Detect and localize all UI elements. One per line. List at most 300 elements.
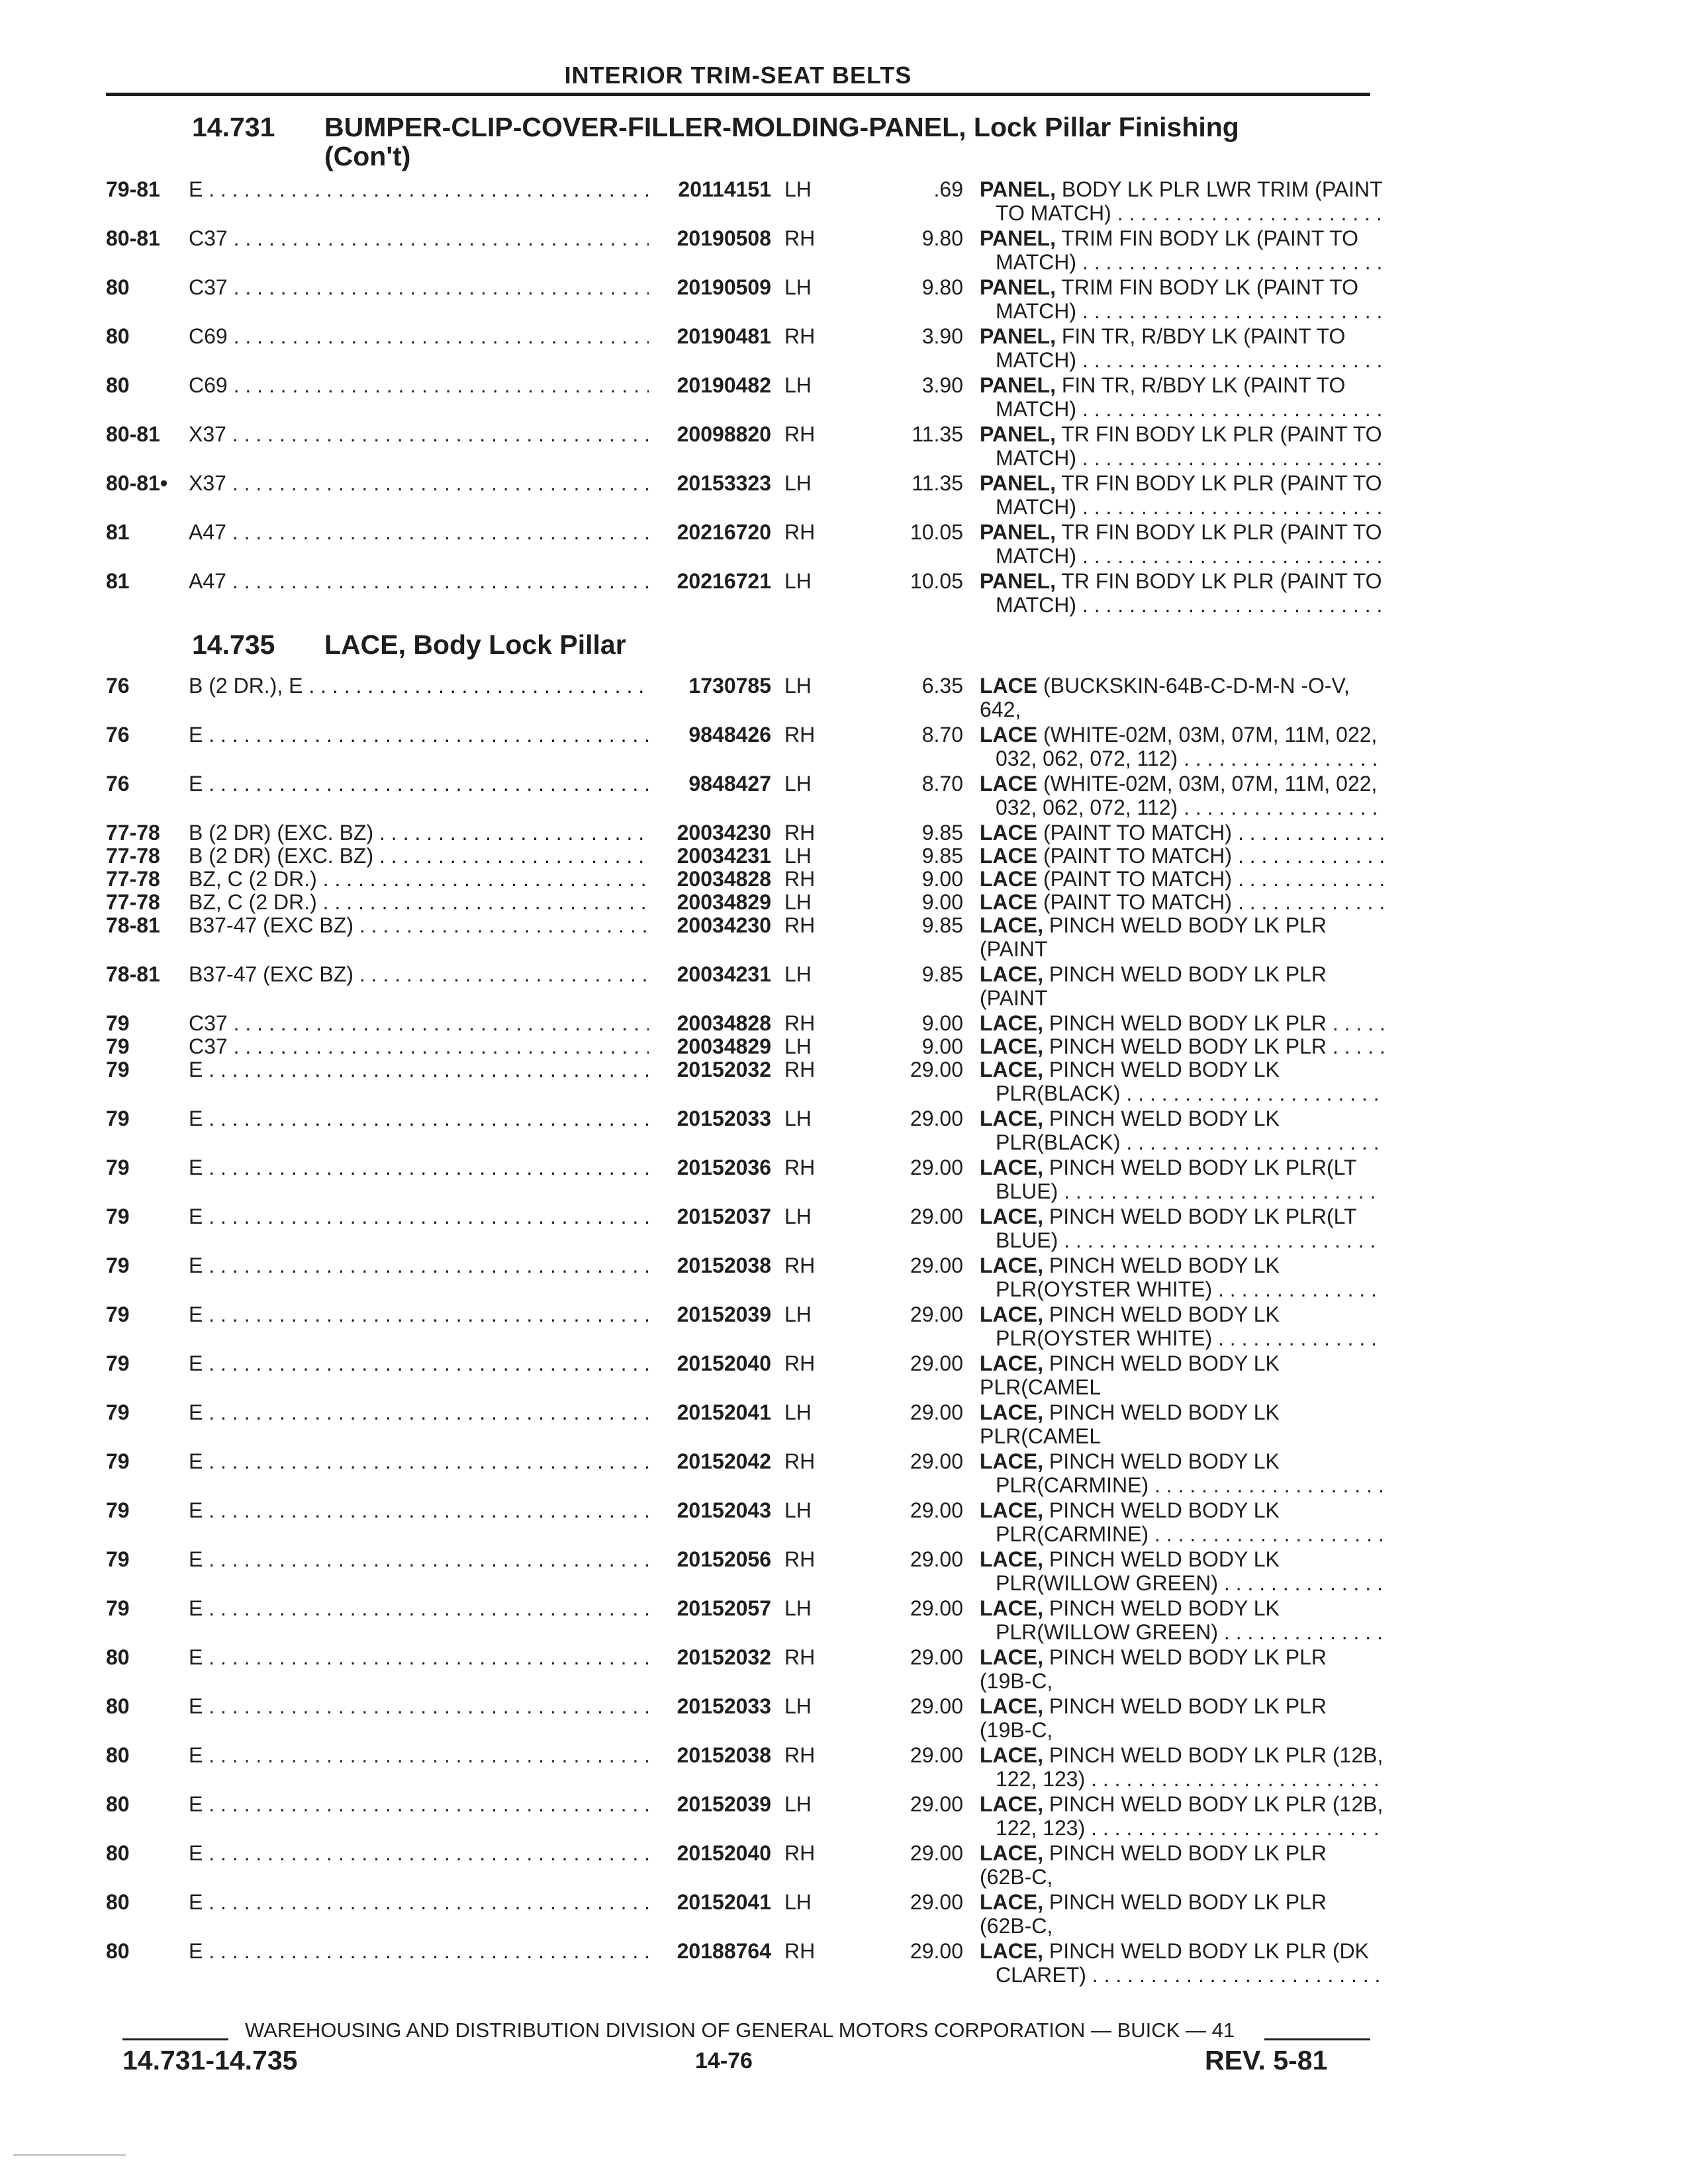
- side: RH: [784, 520, 816, 544]
- model-year: 76: [106, 772, 130, 796]
- price: 29.00: [910, 1645, 963, 1669]
- side: LH: [784, 373, 812, 397]
- model-year: 79: [106, 1351, 130, 1375]
- desc-line-2: PLR(BLACK): [996, 1081, 1121, 1105]
- desc-lead: PANEL,: [980, 177, 1056, 201]
- desc-line-2: MATCH): [996, 446, 1077, 470]
- part-number: 20152038: [677, 1743, 771, 1767]
- model-code: B37-47 (EXC BZ) . . .: [189, 913, 649, 937]
- model-code: C69 . . .: [189, 324, 649, 348]
- desc-lead: LACE: [980, 844, 1038, 868]
- price: 8.70: [921, 772, 963, 796]
- desc-line-1: TR FIN BODY LK PLR (PAINT TO: [1061, 520, 1382, 544]
- part-number: 20152039: [677, 1792, 771, 1816]
- table-row: [106, 1449, 1383, 1497]
- desc-line-1: PINCH WELD BODY LK: [1049, 1302, 1280, 1326]
- model-year: 81: [106, 520, 130, 544]
- desc-line-1: PINCH WELD BODY LK: [1049, 1253, 1280, 1277]
- model-year: 80: [106, 275, 130, 299]
- table-row: [106, 1841, 1383, 1889]
- price: .69: [933, 177, 963, 201]
- part-number: 20152036: [677, 1156, 771, 1179]
- model-year: 79: [106, 1449, 130, 1473]
- model-year: 80: [106, 1645, 130, 1669]
- model-code: E . . .: [189, 1645, 649, 1669]
- side: RH: [784, 1011, 816, 1035]
- desc-lead: LACE: [980, 674, 1038, 698]
- table-row: [106, 1939, 1383, 1987]
- desc-line-1: PINCH WELD BODY LK PLR: [1049, 1034, 1327, 1058]
- part-number: 20034231: [677, 844, 771, 868]
- desc-lead: PANEL,: [980, 275, 1056, 299]
- desc-lead: LACE,: [980, 1205, 1043, 1228]
- model-code: E . . .: [189, 1400, 649, 1424]
- table-row: [106, 1498, 1383, 1546]
- part-description: [980, 324, 1383, 372]
- part-description: [980, 1205, 1383, 1252]
- model-code: B37-47 (EXC BZ) . . .: [189, 962, 649, 986]
- table-row: [106, 422, 1383, 470]
- side: RH: [784, 226, 816, 250]
- model-year: 79: [106, 1205, 130, 1228]
- side: RH: [784, 1058, 816, 1081]
- part-description: [980, 913, 1383, 961]
- model-code: E . . .: [189, 1351, 649, 1375]
- side: LH: [784, 1596, 812, 1620]
- side: LH: [784, 844, 812, 868]
- model-year: 79: [106, 1107, 130, 1130]
- model-year: 80-81•: [106, 471, 168, 495]
- model-year: 79: [106, 1400, 130, 1424]
- part-description: [980, 723, 1383, 770]
- price: 29.00: [910, 1058, 963, 1081]
- model-year: 80: [106, 1694, 130, 1718]
- part-number: 20034230: [677, 821, 771, 844]
- part-number: 20216720: [677, 520, 771, 544]
- desc-line-2: BLUE): [996, 1179, 1058, 1203]
- desc-lead: LACE,: [980, 1449, 1043, 1473]
- part-description: [980, 1890, 1383, 1938]
- desc-line-1: (PAINT TO MATCH): [1043, 890, 1233, 914]
- desc-line-2: PLR(CARMINE): [996, 1522, 1149, 1546]
- part-number: 20190509: [677, 275, 771, 299]
- desc-line-1: PINCH WELD BODY LK PLR (PAINT: [980, 962, 1327, 1010]
- side: LH: [784, 1034, 812, 1058]
- part-description: [980, 471, 1383, 519]
- price: 29.00: [910, 1596, 963, 1620]
- part-description: [980, 1841, 1383, 1889]
- desc-lead: LACE,: [980, 1011, 1043, 1035]
- desc-line-2: MATCH): [996, 250, 1077, 274]
- desc-lead: LACE,: [980, 1400, 1043, 1424]
- price: 29.00: [910, 1841, 963, 1865]
- part-number: 20152042: [677, 1449, 771, 1473]
- part-number: 20152056: [677, 1547, 771, 1571]
- desc-line-2: MATCH): [996, 544, 1077, 568]
- section-number: 14.735: [192, 629, 275, 660]
- desc-line-1: PINCH WELD BODY LK: [1049, 1449, 1280, 1473]
- table-row: [106, 1645, 1383, 1693]
- side: RH: [784, 867, 816, 891]
- part-number: 20152041: [677, 1400, 771, 1424]
- desc-line-2: 122, 123): [996, 1767, 1086, 1791]
- model-year: 77-78: [106, 867, 160, 891]
- model-year: 80-81: [106, 226, 160, 250]
- model-year: 80: [106, 1743, 130, 1767]
- part-number: 20034829: [677, 1034, 771, 1058]
- part-number: 20188764: [677, 1939, 771, 1963]
- table-row: [106, 1351, 1383, 1399]
- side: LH: [784, 1890, 812, 1914]
- side: LH: [784, 569, 812, 593]
- desc-lead: LACE,: [980, 962, 1043, 986]
- part-number: 20114151: [678, 177, 771, 201]
- part-number: 20153323: [677, 471, 771, 495]
- price: 29.00: [910, 1156, 963, 1179]
- model-year: 79: [106, 1547, 130, 1571]
- price: 9.80: [921, 275, 963, 299]
- table-row: [106, 1302, 1383, 1350]
- table-row: [106, 1205, 1383, 1252]
- price: 29.00: [910, 1400, 963, 1424]
- side: RH: [784, 1253, 816, 1277]
- side: LH: [784, 772, 812, 796]
- model-code: E . . .: [189, 1890, 649, 1914]
- side: RH: [784, 324, 816, 348]
- table-row: [106, 569, 1383, 617]
- desc-line-1: PINCH WELD BODY LK PLR (62B-C,: [980, 1890, 1327, 1938]
- price: 9.00: [921, 1011, 963, 1035]
- table-row: [106, 772, 1383, 819]
- price: 11.35: [912, 422, 963, 446]
- desc-lead: LACE,: [980, 1034, 1043, 1058]
- part-description: [980, 422, 1383, 470]
- table-row: [106, 913, 1383, 961]
- model-year: 79: [106, 1498, 130, 1522]
- model-year: 79: [106, 1011, 130, 1035]
- desc-line-1: (WHITE-02M, 03M, 07M, 11M, 022,: [1043, 723, 1378, 747]
- model-code: E . . .: [189, 1107, 649, 1130]
- model-year: 79: [106, 1596, 130, 1620]
- table-row: [106, 1596, 1383, 1644]
- model-code: A47 . . .: [189, 520, 649, 544]
- part-description: [980, 275, 1383, 323]
- price: 29.00: [910, 1253, 963, 1277]
- model-year: 80: [106, 324, 130, 348]
- part-description: [980, 1694, 1383, 1742]
- part-description: [980, 177, 1383, 225]
- price: 3.90: [921, 324, 963, 348]
- price: 29.00: [910, 1498, 963, 1522]
- part-number: 20034828: [677, 1011, 771, 1035]
- desc-lead: LACE,: [980, 1743, 1043, 1767]
- model-year: 79: [106, 1034, 130, 1058]
- side: RH: [784, 1743, 816, 1767]
- footer-rule-left: [122, 2038, 228, 2040]
- model-code: E . . .: [189, 1596, 649, 1620]
- price: 10.05: [910, 520, 963, 544]
- price: 9.80: [921, 226, 963, 250]
- price: 29.00: [910, 1449, 963, 1473]
- desc-line-2: PLR(OYSTER WHITE): [996, 1326, 1213, 1350]
- part-number: 20034829: [677, 890, 771, 914]
- model-code: E . . .: [189, 1743, 649, 1767]
- side: RH: [784, 913, 816, 937]
- desc-line-2: PLR(CARMINE): [996, 1473, 1149, 1497]
- desc-line-2: MATCH): [996, 299, 1077, 323]
- price: 9.00: [921, 890, 963, 914]
- desc-lead: LACE,: [980, 1645, 1043, 1669]
- table-row: [106, 1792, 1383, 1840]
- desc-line-1: FIN TR, R/BDY LK (PAINT TO: [1061, 373, 1346, 397]
- price: 9.85: [921, 821, 963, 844]
- model-code: E . . .: [189, 1302, 649, 1326]
- desc-line-1: TR FIN BODY LK PLR (PAINT TO: [1061, 569, 1382, 593]
- part-number: 20190482: [677, 373, 771, 397]
- price: 9.85: [921, 844, 963, 868]
- part-number: 20190481: [677, 324, 771, 348]
- table-row: [106, 1156, 1383, 1203]
- desc-lead: LACE,: [980, 1547, 1043, 1571]
- model-year: 80-81: [106, 422, 160, 446]
- model-code: E . . .: [189, 1156, 649, 1179]
- side: LH: [784, 962, 812, 986]
- part-description: [980, 1253, 1383, 1301]
- table-row: [106, 723, 1383, 770]
- part-number: 20152039: [677, 1302, 771, 1326]
- desc-lead: PANEL,: [980, 520, 1056, 544]
- desc-line-1: PINCH WELD BODY LK PLR(LT: [1049, 1205, 1357, 1228]
- desc-line-2: 032, 062, 072, 112): [996, 747, 1178, 770]
- desc-line-2: PLR(OYSTER WHITE): [996, 1277, 1213, 1301]
- side: RH: [784, 1547, 816, 1571]
- desc-lead: LACE: [980, 723, 1038, 747]
- model-year: 77-78: [106, 821, 160, 844]
- side: LH: [784, 471, 812, 495]
- part-description: [980, 1547, 1383, 1595]
- table-row: [106, 1743, 1383, 1791]
- desc-line-2: TO MATCH): [996, 201, 1111, 225]
- desc-lead: PANEL,: [980, 569, 1056, 593]
- desc-lead: LACE: [980, 772, 1038, 796]
- footer-division: WAREHOUSING AND DISTRIBUTION DIVISION OF GENERAL MOTORS CORPORATION — BUICK — 41: [245, 2019, 1235, 2042]
- desc-line-1: TR FIN BODY LK PLR (PAINT TO: [1061, 471, 1382, 495]
- side: LH: [784, 1302, 812, 1326]
- part-description: [980, 1498, 1383, 1546]
- desc-line-1: PINCH WELD BODY LK PLR (19B-C,: [980, 1694, 1327, 1742]
- desc-line-1: PINCH WELD BODY LK: [1049, 1058, 1280, 1081]
- part-number: 20152033: [677, 1107, 771, 1130]
- model-year: 77-78: [106, 890, 160, 914]
- part-number: 20152032: [677, 1058, 771, 1081]
- price: 29.00: [910, 1890, 963, 1914]
- model-code: X37 . . .: [189, 422, 649, 446]
- part-description: [980, 772, 1383, 819]
- side: LH: [784, 1107, 812, 1130]
- part-number: 20034231: [677, 962, 771, 986]
- part-number: 9848427: [688, 772, 771, 796]
- model-code: E . . .: [189, 1498, 649, 1522]
- price: 9.00: [921, 867, 963, 891]
- model-code: E . . .: [189, 1841, 649, 1865]
- desc-line-1: BODY LK PLR LWR TRIM (PAINT: [1061, 177, 1383, 201]
- model-code: E . . .: [189, 1792, 649, 1816]
- desc-lead: LACE,: [980, 1351, 1043, 1375]
- price: 29.00: [910, 1205, 963, 1228]
- model-code: E . . .: [189, 1058, 649, 1081]
- price: 29.00: [910, 1743, 963, 1767]
- part-description: [980, 226, 1383, 274]
- desc-line-1: PINCH WELD BODY LK: [1049, 1498, 1280, 1522]
- desc-line-1: TRIM FIN BODY LK (PAINT TO: [1061, 226, 1358, 250]
- part-description: [980, 569, 1383, 617]
- desc-lead: PANEL,: [980, 471, 1056, 495]
- desc-line-2: 032, 062, 072, 112): [996, 796, 1178, 819]
- price: 29.00: [910, 1302, 963, 1326]
- table-row: [106, 1547, 1383, 1595]
- part-number: 20034828: [677, 867, 771, 891]
- model-year: 81: [106, 569, 130, 593]
- desc-lead: LACE,: [980, 1596, 1043, 1620]
- table-row: [106, 324, 1383, 372]
- desc-line-1: TR FIN BODY LK PLR (PAINT TO: [1061, 422, 1382, 446]
- side: RH: [784, 1156, 816, 1179]
- part-description: [980, 1645, 1383, 1693]
- desc-line-2: PLR(BLACK): [996, 1130, 1121, 1154]
- section-title: LACE, Body Lock Pillar: [324, 629, 626, 660]
- part-description: [980, 1400, 1383, 1448]
- desc-line-1: PINCH WELD BODY LK PLR (19B-C,: [980, 1645, 1327, 1693]
- model-year: 78-81: [106, 962, 160, 986]
- model-year: 78-81: [106, 913, 160, 937]
- model-code: E . . .: [189, 1694, 649, 1718]
- part-number: 20216721: [677, 569, 771, 593]
- desc-line-2: PLR(WILLOW GREEN): [996, 1620, 1219, 1644]
- table-row: [106, 471, 1383, 519]
- desc-line-1: (PAINT TO MATCH): [1043, 844, 1233, 868]
- desc-line-2: MATCH): [996, 593, 1077, 617]
- price: 3.90: [921, 373, 963, 397]
- model-year: 79-81: [106, 177, 160, 201]
- desc-line-1: FIN TR, R/BDY LK (PAINT TO: [1061, 324, 1346, 348]
- part-number: 20034230: [677, 913, 771, 937]
- part-description: [980, 1449, 1383, 1497]
- table-row: [106, 1107, 1383, 1154]
- table-row: [106, 1694, 1383, 1742]
- desc-line-1: PINCH WELD BODY LK: [1049, 1547, 1280, 1571]
- side: LH: [784, 177, 812, 201]
- footer-revision: REV. 5-81: [1205, 2045, 1328, 2075]
- model-code: C37 . . .: [189, 226, 649, 250]
- part-description: [980, 373, 1383, 421]
- part-number: 20152032: [677, 1645, 771, 1669]
- desc-lead: LACE,: [980, 1058, 1043, 1081]
- desc-line-1: (PAINT TO MATCH): [1043, 821, 1233, 844]
- model-code: E . . .: [189, 772, 649, 796]
- desc-line-1: PINCH WELD BODY LK PLR(CAMEL: [980, 1400, 1280, 1448]
- model-year: 80: [106, 1792, 130, 1816]
- part-description: [980, 1107, 1383, 1154]
- desc-lead: PANEL,: [980, 324, 1056, 348]
- table-row: [106, 1890, 1383, 1938]
- side: LH: [784, 674, 812, 698]
- part-description: [980, 1743, 1383, 1791]
- part-description: [980, 1939, 1383, 1987]
- part-number: 20152057: [677, 1596, 771, 1620]
- desc-lead: LACE,: [980, 1841, 1043, 1865]
- table-row: [106, 177, 1383, 225]
- desc-line-2: MATCH): [996, 495, 1077, 519]
- section-continued: (Con't): [324, 141, 411, 171]
- part-number: 20152037: [677, 1205, 771, 1228]
- price: 9.85: [921, 962, 963, 986]
- section-number: 14.731: [192, 112, 275, 142]
- side: RH: [784, 1841, 816, 1865]
- model-code: C37 . . .: [189, 1011, 649, 1035]
- desc-line-1: TRIM FIN BODY LK (PAINT TO: [1061, 275, 1358, 299]
- table-row: [106, 373, 1383, 421]
- model-year: 77-78: [106, 844, 160, 868]
- part-description: [980, 1792, 1383, 1840]
- desc-line-1: PINCH WELD BODY LK PLR(LT: [1049, 1156, 1357, 1179]
- table-row: [106, 674, 1383, 721]
- table-row: [106, 1253, 1383, 1301]
- header-rule: [106, 93, 1370, 96]
- desc-lead: LACE,: [980, 1156, 1043, 1179]
- desc-lead: LACE,: [980, 1792, 1043, 1816]
- desc-line-2: MATCH): [996, 348, 1077, 372]
- model-code: A47 . . .: [189, 569, 649, 593]
- model-code: X37 . . .: [189, 471, 649, 495]
- part-number: 20152040: [677, 1841, 771, 1865]
- model-code: BZ, C (2 DR.) . . .: [189, 890, 649, 914]
- desc-lead: LACE,: [980, 1107, 1043, 1130]
- model-code: E . . .: [189, 1253, 649, 1277]
- model-code: E . . .: [189, 1205, 649, 1228]
- price: 29.00: [910, 1107, 963, 1130]
- side: LH: [784, 275, 812, 299]
- side: LH: [784, 1792, 812, 1816]
- side: LH: [784, 1694, 812, 1718]
- section-heading-14-731: [192, 113, 1239, 171]
- desc-lead: LACE: [980, 821, 1038, 844]
- footer-page-number: 14-76: [695, 2048, 753, 2073]
- model-code: C37 . . .: [189, 1034, 649, 1058]
- desc-line-1: (WHITE-02M, 03M, 07M, 11M, 022,: [1043, 772, 1378, 796]
- side: RH: [784, 723, 816, 747]
- desc-lead: LACE,: [980, 1498, 1043, 1522]
- model-code: BZ, C (2 DR.) . . .: [189, 867, 649, 891]
- table-row: [106, 520, 1383, 568]
- part-number: 20098820: [677, 422, 771, 446]
- side: RH: [784, 821, 816, 844]
- part-description: [980, 1351, 1383, 1399]
- model-code: C69 . . .: [189, 373, 649, 397]
- part-number: 20152038: [677, 1253, 771, 1277]
- desc-line-2: CLARET): [996, 1963, 1086, 1987]
- price: 8.70: [921, 723, 963, 747]
- side: RH: [784, 1939, 816, 1963]
- model-year: 79: [106, 1302, 130, 1326]
- desc-line-2: 122, 123): [996, 1816, 1086, 1840]
- model-year: 76: [106, 723, 130, 747]
- desc-lead: LACE: [980, 890, 1038, 914]
- desc-lead: LACE,: [980, 1253, 1043, 1277]
- section-title: BUMPER-CLIP-COVER-FILLER-MOLDING-PANEL, Lock Pillar Finishing: [324, 112, 1239, 142]
- desc-line-1: PINCH WELD BODY LK: [1049, 1596, 1280, 1620]
- table-row: [106, 1058, 1383, 1105]
- desc-line-1: (BUCKSKIN-64B-C-D-M-N -O-V, 642,: [980, 674, 1350, 721]
